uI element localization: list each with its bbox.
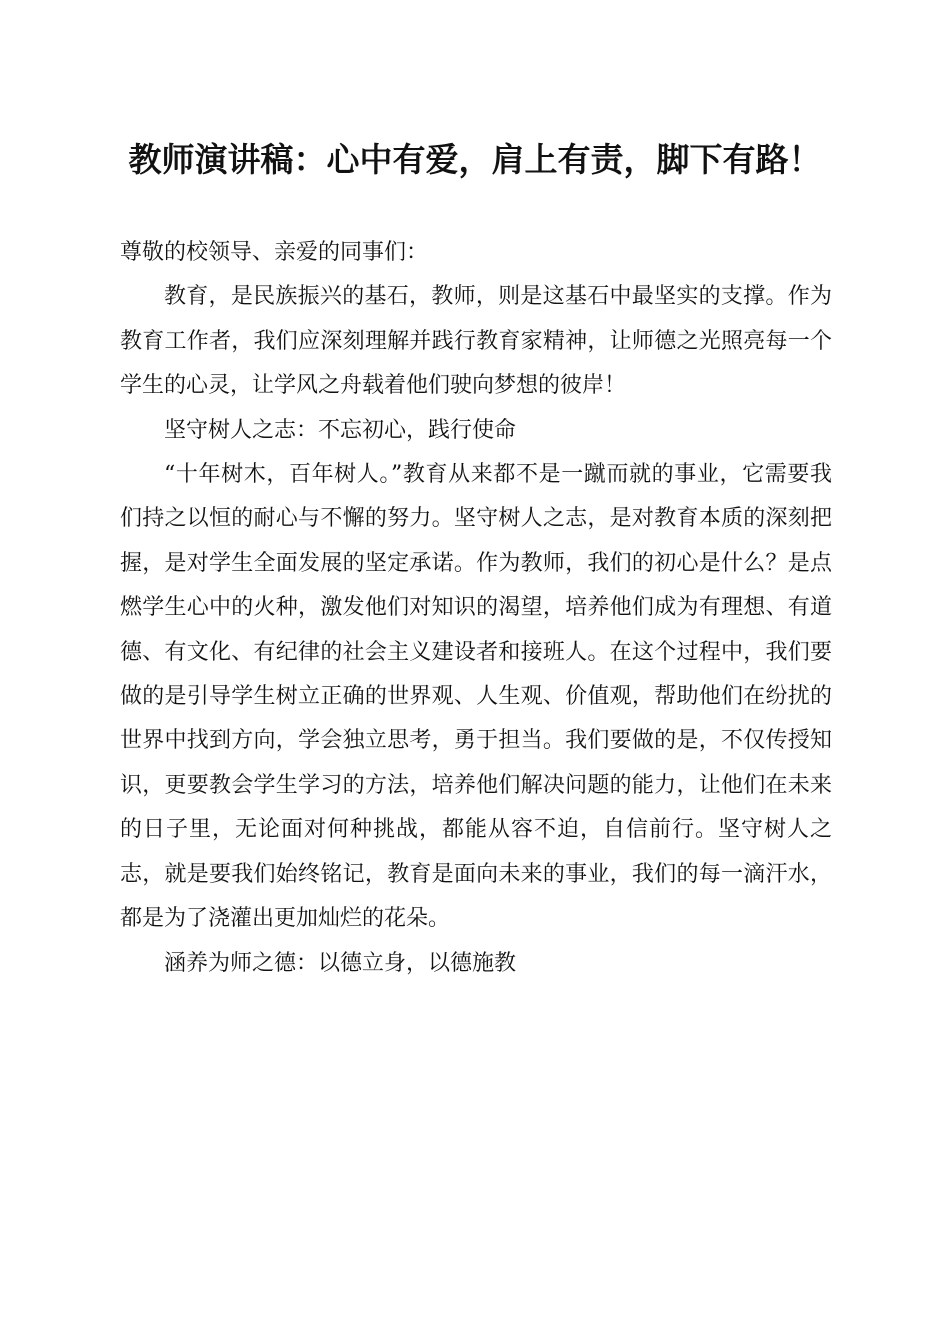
section-heading-1: 坚守树人之志：不忘初心，践行使命 [164,417,517,443]
section-heading-2: 涵养为师之德：以德立身，以德施教 [164,950,517,976]
document-body [120,231,832,986]
salutation: 尊敬的校领导、亲爱的同事们： [120,240,429,265]
paragraph-intro: 教育，是民族振兴的基石，教师，则是这基石中最坚实的支撑。作为教育工作者，我们应深刻理解并践行教育家精神，让师德之光照亮每一个学生的心灵，让学风之舟载着他们驶向梦想的彼岸！ [120,284,832,399]
document-title: 教师演讲稿：心中有爱，肩上有责，脚下有路！ [128,140,822,179]
paragraph-section-1: “十年树木，百年树人。”教育从来都不是一蹴而就的事业，它需要我们持之以恒的耐心与不懈的努力。坚守树人之志，是对教育本质的深刻把握，是对学生全面发展的坚定承诺。作为教师，我们的初心是什么？是点燃学生心中的火种，激发他们对知识的渴望，培养他们成为有理想、有道德、有文化、有纪律的社会主义建设者和接班人。在这个过程中，我们要做的是引导学生树立正确的世界观、人生观、价值观，帮助他们在纷扰的世界中找到方向，学会独立思考，勇于担当。我们要做的是，不仅传授知识，更要教会学生学习的方法，培养他们解决问题的能力，让他们在未来的日子里，无论面对何种挑战，都能从容不迫，自信前行。坚守树人之志，就是要我们始终铭记，教育是面向未来的事业，我们的每一滴汗水，都是为了浇灌出更加灿烂的花朵。 [120,462,832,932]
